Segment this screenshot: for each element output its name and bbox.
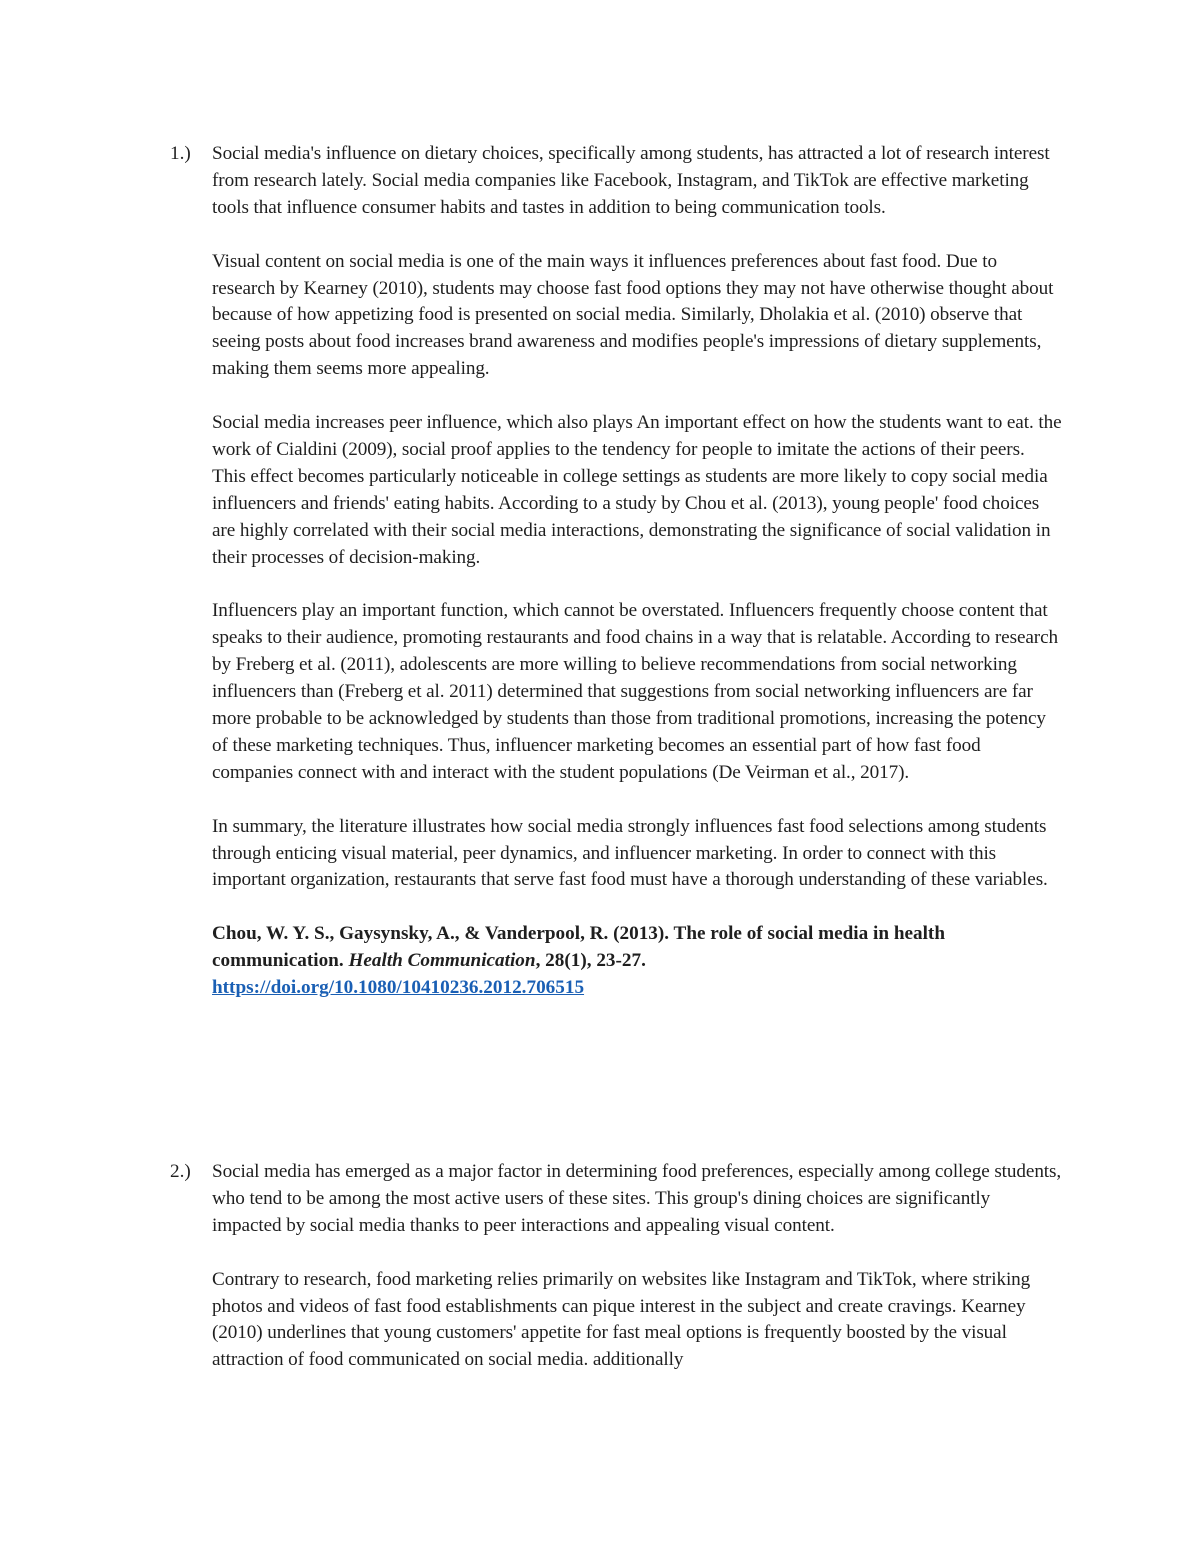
- citation-journal: Health Communication: [348, 950, 536, 972]
- reference-citation: [212, 921, 1062, 1002]
- paragraph: Social media has emerged as a major factor in determining food preferences, especially among college students, who tend to be among the most active users of these sites. This group's dining choices are significantly impacted by social media thanks to peer interactions and appealing visual content.: [212, 1161, 1062, 1236]
- paragraph: Influencers play an important function, which cannot be overstated. Influencers frequently choose content that speaks to their audience, promoting restaurants and food chains in a way that is relatable. According to research by Freberg et al. (2011), adolescents are more willing to believe recommendations from social networking influencers than (Freberg et al. 2011) determined that suggestions from social networking influencers are far more probable to be acknowledged by students than those from traditional promotions, increasing the potency of these marketing techniques. Thus, influencer marketing becomes an essential part of how fast food companies connect with and interact with the student populations (De Veirman et al., 2017).: [212, 600, 1058, 783]
- list-number: 1.): [170, 143, 191, 164]
- paragraph: Social media increases peer influence, which also plays An important effect on how the students want to eat. the work of Cialdini (2009), social proof applies to the tendency for people to imitate the actions of their peers. This effect becomes particularly noticeable in college settings as students are more likely to copy social media influencers and friends' eating habits. According to a study by Chou et al. (2013), young people' food choices are highly correlated with their social media interactions, demonstrating the significance of social validation in their processes of decision-making.: [212, 412, 1062, 568]
- doi-link[interactable]: https://doi.org/10.1080/10410236.2012.706515: [212, 977, 585, 999]
- citation-volume-pages: , 28(1), 23-27.: [535, 950, 646, 972]
- list-number: 2.): [170, 1161, 191, 1182]
- paragraph: Contrary to research, food marketing relies primarily on websites like Instagram and TikTok, where striking photos and videos of fast food establishments can pique interest in the subject and create cravings. Kearney (2010) underlines that young customers' appetite for fast meal options is frequently boosted by the visual attraction of food communicated on social media. additionally: [212, 1268, 1031, 1371]
- citation-authors-title: Chou, W. Y. S., Gaysynsky, A., & Vanderpool, R. (2013). The role of social media in health communication.: [212, 923, 945, 972]
- paragraph: Social media's influence on dietary choices, specifically among students, has attracted a lot of research interest from research lately. Social media companies like Facebook, Instagram, and TikTok are effective marketing tools that influence consumer habits and tastes in addition to being communication tools.: [212, 143, 1050, 218]
- list-item-body: [212, 1159, 1062, 1401]
- list-item-body: [212, 141, 1062, 1002]
- paragraph: Visual content on social media is one of the main ways it influences preferences about fast food. Due to research by Kearney (2010), students may choose fast food options they may not have otherwise thought about because of how appetizing food is presented on social media. Similarly, Dholakia et al. (2010) observe that seeing posts about food increases brand awareness and modifies people's impressions of dietary supplements, making them seems more appealing.: [212, 250, 1054, 380]
- paragraph: In summary, the literature illustrates how social media strongly influences fast food selections among students through enticing visual material, peer dynamics, and influencer marketing. In order to connect with this important organization, restaurants that serve fast food must have a thorough understanding of these variables.: [212, 815, 1048, 891]
